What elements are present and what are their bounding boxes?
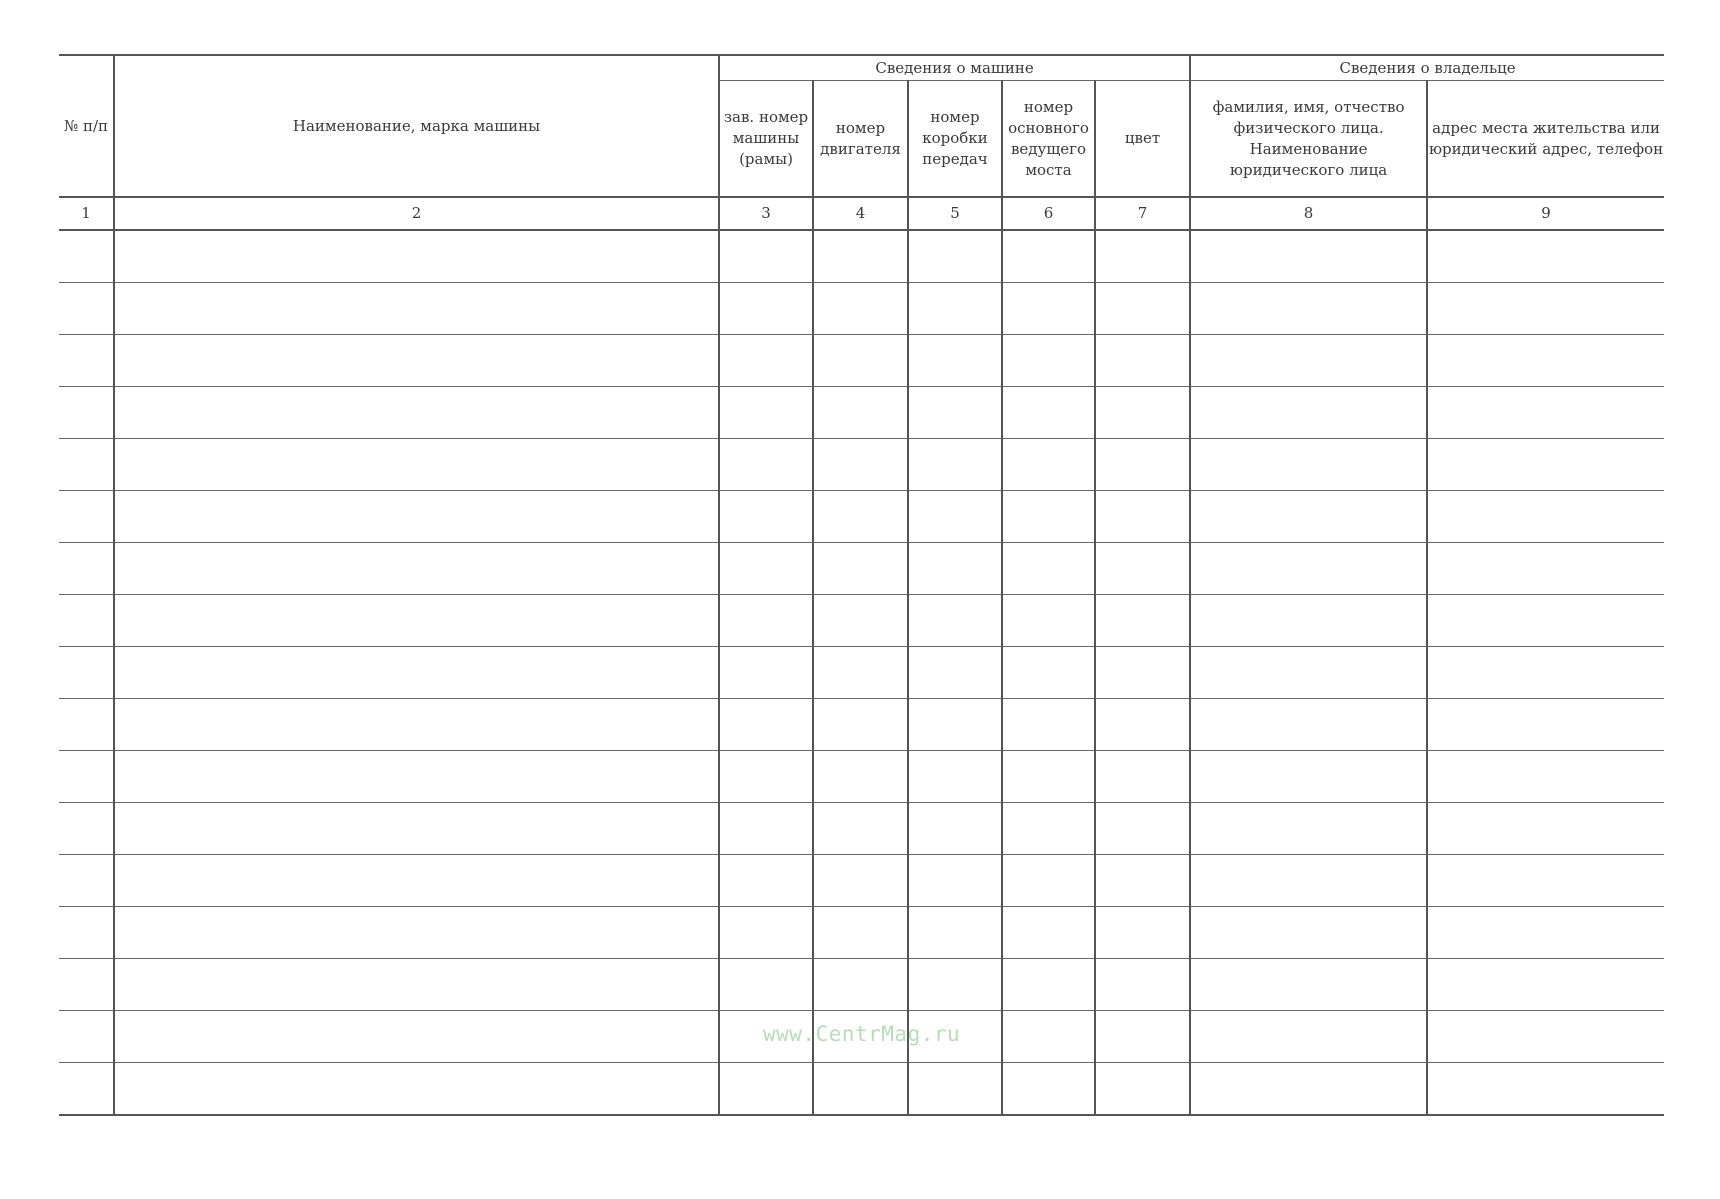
empty-cell[interactable]	[719, 907, 813, 959]
empty-cell[interactable]	[719, 647, 813, 699]
empty-cell[interactable]	[813, 959, 908, 1011]
empty-cell[interactable]	[813, 439, 908, 491]
empty-cell[interactable]	[813, 491, 908, 543]
empty-cell[interactable]	[1002, 803, 1095, 855]
empty-cell[interactable]	[719, 751, 813, 803]
empty-cell[interactable]	[1002, 283, 1095, 335]
header-color: цвет	[1095, 81, 1190, 198]
empty-cell[interactable]	[1095, 230, 1190, 283]
empty-cell[interactable]	[59, 803, 114, 855]
empty-cell[interactable]	[908, 335, 1002, 387]
empty-cell[interactable]	[1427, 491, 1664, 543]
empty-cell[interactable]	[719, 1063, 813, 1116]
table-row	[59, 439, 1664, 491]
empty-cell[interactable]	[1002, 1063, 1095, 1116]
empty-cell[interactable]	[813, 907, 908, 959]
empty-cell[interactable]	[1427, 595, 1664, 647]
empty-cell[interactable]	[1427, 230, 1664, 283]
column-number: 1	[59, 197, 114, 230]
empty-cell[interactable]	[1095, 387, 1190, 439]
empty-cell[interactable]	[59, 283, 114, 335]
empty-cell[interactable]	[1095, 699, 1190, 751]
empty-cell[interactable]	[1190, 491, 1427, 543]
empty-cell[interactable]	[1190, 647, 1427, 699]
empty-cell[interactable]	[114, 855, 719, 907]
empty-cell[interactable]	[1427, 907, 1664, 959]
empty-cell[interactable]	[1002, 959, 1095, 1011]
header-axle-number: номер основного ведущего моста	[1002, 81, 1095, 198]
empty-cell[interactable]	[1190, 595, 1427, 647]
empty-cell[interactable]	[1190, 959, 1427, 1011]
empty-cell[interactable]	[1427, 1063, 1664, 1116]
empty-cell[interactable]	[1427, 335, 1664, 387]
empty-cell[interactable]	[1427, 543, 1664, 595]
empty-cell[interactable]	[1095, 439, 1190, 491]
empty-cell[interactable]	[1427, 959, 1664, 1011]
empty-cell[interactable]	[719, 959, 813, 1011]
empty-cell[interactable]	[114, 1011, 719, 1063]
empty-cell[interactable]	[114, 699, 719, 751]
empty-cell[interactable]	[1002, 387, 1095, 439]
empty-cell[interactable]	[813, 335, 908, 387]
empty-cell[interactable]	[908, 751, 1002, 803]
empty-cell[interactable]	[1190, 699, 1427, 751]
empty-cell[interactable]	[59, 907, 114, 959]
empty-cell[interactable]	[813, 647, 908, 699]
empty-cell[interactable]	[1095, 751, 1190, 803]
empty-cell[interactable]	[908, 543, 1002, 595]
empty-cell[interactable]	[1190, 283, 1427, 335]
empty-cell[interactable]	[719, 439, 813, 491]
empty-cell[interactable]	[719, 699, 813, 751]
header-gearbox-number: номер коробки передач	[908, 81, 1002, 198]
empty-cell[interactable]	[1002, 1011, 1095, 1063]
table-row	[59, 803, 1664, 855]
empty-cell[interactable]	[114, 335, 719, 387]
empty-cell[interactable]	[59, 959, 114, 1011]
empty-cell[interactable]	[1095, 647, 1190, 699]
empty-cell[interactable]	[1095, 855, 1190, 907]
empty-cell[interactable]	[813, 699, 908, 751]
header-owner-address: адрес места жительства или юридический адрес, телефон	[1427, 81, 1664, 198]
empty-cell[interactable]	[1002, 543, 1095, 595]
empty-cell[interactable]	[908, 647, 1002, 699]
empty-cell[interactable]	[59, 1063, 114, 1116]
empty-cell[interactable]	[1095, 1011, 1190, 1063]
empty-cell[interactable]	[1002, 699, 1095, 751]
empty-cell[interactable]	[719, 855, 813, 907]
empty-cell[interactable]	[59, 387, 114, 439]
empty-cell[interactable]	[1190, 543, 1427, 595]
empty-cell[interactable]	[1002, 595, 1095, 647]
empty-cell[interactable]	[719, 283, 813, 335]
empty-cell[interactable]	[114, 387, 719, 439]
empty-cell[interactable]	[719, 803, 813, 855]
empty-cell[interactable]	[1002, 439, 1095, 491]
empty-cell[interactable]	[908, 387, 1002, 439]
watermark: www.CentrMag.ru	[763, 1022, 961, 1046]
table-row	[59, 751, 1664, 803]
empty-cell[interactable]	[908, 283, 1002, 335]
header-row-number: № п/п	[59, 55, 114, 197]
table-row	[59, 855, 1664, 907]
empty-cell[interactable]	[114, 647, 719, 699]
empty-cell[interactable]	[719, 230, 813, 283]
empty-cell[interactable]	[719, 387, 813, 439]
empty-cell[interactable]	[1427, 647, 1664, 699]
empty-cell[interactable]	[1190, 907, 1427, 959]
header-frame-number: зав. номер машины (рамы)	[719, 81, 813, 198]
empty-cell[interactable]	[1427, 803, 1664, 855]
column-number: 3	[719, 197, 813, 230]
empty-cell[interactable]	[1190, 803, 1427, 855]
empty-cell[interactable]	[114, 283, 719, 335]
empty-cell[interactable]	[908, 699, 1002, 751]
table-row	[59, 699, 1664, 751]
empty-cell[interactable]	[908, 855, 1002, 907]
empty-cell[interactable]	[719, 595, 813, 647]
empty-cell[interactable]	[908, 803, 1002, 855]
empty-cell[interactable]	[1095, 595, 1190, 647]
empty-cell[interactable]	[1427, 751, 1664, 803]
empty-cell[interactable]	[813, 855, 908, 907]
header-owner-name: фамилия, имя, отчество физического лица. Наименование юридического лица	[1190, 81, 1427, 198]
empty-cell[interactable]	[59, 543, 114, 595]
empty-cell[interactable]	[1427, 283, 1664, 335]
empty-cell[interactable]	[1427, 439, 1664, 491]
empty-cell[interactable]	[114, 491, 719, 543]
empty-cell[interactable]	[114, 803, 719, 855]
empty-cell[interactable]	[114, 959, 719, 1011]
empty-cell[interactable]	[59, 751, 114, 803]
empty-cell[interactable]	[1190, 1063, 1427, 1116]
empty-cell[interactable]	[813, 751, 908, 803]
empty-cell[interactable]	[1190, 439, 1427, 491]
empty-cell[interactable]	[59, 1011, 114, 1063]
column-number: 8	[1190, 197, 1427, 230]
empty-cell[interactable]	[1190, 855, 1427, 907]
empty-cell[interactable]	[114, 1063, 719, 1116]
empty-cell[interactable]	[114, 230, 719, 283]
empty-cell[interactable]	[1190, 230, 1427, 283]
table-row	[59, 959, 1664, 1011]
table-row	[59, 647, 1664, 699]
header-group-owner-info: Сведения о владельце	[1190, 55, 1664, 81]
empty-cell[interactable]	[908, 439, 1002, 491]
empty-cell[interactable]	[1190, 1011, 1427, 1063]
empty-cell[interactable]	[1427, 1011, 1664, 1063]
empty-cell[interactable]	[1190, 751, 1427, 803]
table-row	[59, 387, 1664, 439]
empty-cell[interactable]	[1427, 387, 1664, 439]
empty-cell[interactable]	[908, 595, 1002, 647]
table-row	[59, 595, 1664, 647]
column-number: 4	[813, 197, 908, 230]
empty-cell[interactable]	[1095, 959, 1190, 1011]
empty-cell[interactable]	[59, 647, 114, 699]
table-row	[59, 907, 1664, 959]
empty-cell[interactable]	[1002, 491, 1095, 543]
empty-cell[interactable]	[1190, 335, 1427, 387]
empty-cell[interactable]	[719, 335, 813, 387]
empty-cell[interactable]	[1002, 647, 1095, 699]
table-row	[59, 283, 1664, 335]
empty-cell[interactable]	[1002, 230, 1095, 283]
header-group-machine-info: Сведения о машине	[719, 55, 1190, 81]
column-number: 5	[908, 197, 1002, 230]
empty-cell[interactable]	[908, 959, 1002, 1011]
empty-cell[interactable]	[114, 543, 719, 595]
empty-cell[interactable]	[719, 491, 813, 543]
empty-cell[interactable]	[1095, 907, 1190, 959]
empty-cell[interactable]	[59, 699, 114, 751]
empty-cell[interactable]	[1427, 855, 1664, 907]
empty-cell[interactable]	[813, 803, 908, 855]
empty-cell[interactable]	[908, 491, 1002, 543]
column-number: 6	[1002, 197, 1095, 230]
column-number-row	[59, 197, 1664, 230]
empty-cell[interactable]	[1095, 335, 1190, 387]
column-number: 7	[1095, 197, 1190, 230]
empty-cell[interactable]	[114, 439, 719, 491]
table-row	[59, 491, 1664, 543]
empty-cell[interactable]	[59, 439, 114, 491]
empty-cell[interactable]	[114, 595, 719, 647]
empty-cell[interactable]	[813, 543, 908, 595]
table-row	[59, 1063, 1664, 1116]
empty-cell[interactable]	[59, 491, 114, 543]
header-machine-name: Наименование, марка машины	[114, 55, 719, 197]
empty-cell[interactable]	[813, 387, 908, 439]
empty-cell[interactable]	[813, 283, 908, 335]
empty-cell[interactable]	[59, 595, 114, 647]
column-number: 2	[114, 197, 719, 230]
empty-cell[interactable]	[59, 855, 114, 907]
empty-cell[interactable]	[1002, 907, 1095, 959]
empty-cell[interactable]	[719, 543, 813, 595]
header-engine-number: номер двигателя	[813, 81, 908, 198]
empty-cell[interactable]	[813, 230, 908, 283]
empty-cell[interactable]	[1095, 803, 1190, 855]
empty-cell[interactable]	[114, 751, 719, 803]
empty-cell[interactable]	[59, 230, 114, 283]
empty-cell[interactable]	[908, 907, 1002, 959]
empty-cell[interactable]	[908, 230, 1002, 283]
empty-cell[interactable]	[114, 907, 719, 959]
table-row	[59, 230, 1664, 283]
column-number: 9	[1427, 197, 1664, 230]
empty-cell[interactable]	[1002, 751, 1095, 803]
empty-cell[interactable]	[1095, 491, 1190, 543]
empty-cell[interactable]	[1427, 699, 1664, 751]
table-body	[59, 230, 1664, 1115]
table-row	[59, 335, 1664, 387]
empty-cell[interactable]	[1002, 335, 1095, 387]
vehicle-register-table	[59, 54, 1664, 1116]
header-group-row	[59, 55, 1664, 81]
empty-cell[interactable]	[1095, 543, 1190, 595]
empty-cell[interactable]	[1095, 1063, 1190, 1116]
empty-cell[interactable]	[813, 595, 908, 647]
table-row	[59, 543, 1664, 595]
empty-cell[interactable]	[1002, 855, 1095, 907]
empty-cell[interactable]	[908, 1063, 1002, 1116]
empty-cell[interactable]	[59, 335, 114, 387]
empty-cell[interactable]	[1095, 283, 1190, 335]
empty-cell[interactable]	[1190, 387, 1427, 439]
empty-cell[interactable]	[813, 1063, 908, 1116]
